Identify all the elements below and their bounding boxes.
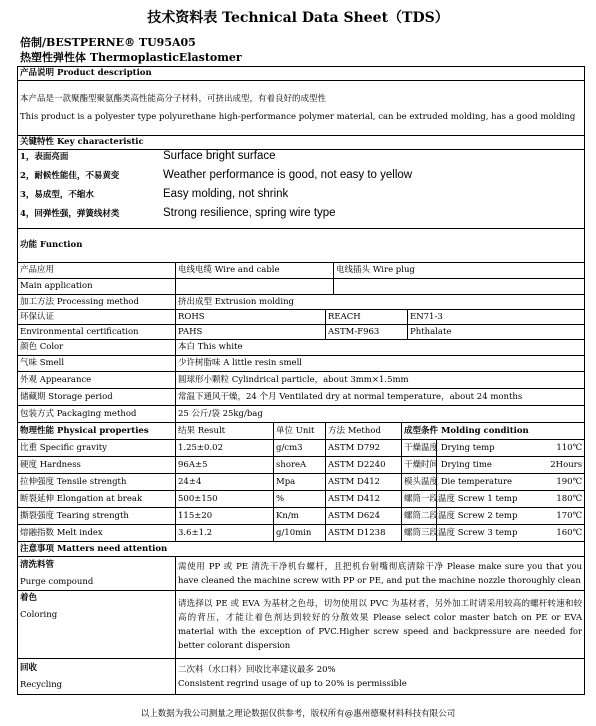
property-name: 比重 Specific gravity: [18, 440, 176, 457]
appearance-value: 圆球形小颗粒 Cylindrical particle，about 3mm×1.5mm: [176, 372, 585, 389]
brand-line: 倍制/BESTPERNE® TU95A05: [20, 36, 196, 49]
molding-value: 2Hours: [437, 457, 585, 474]
property-name: 断裂延伸 Elongation at break: [18, 491, 176, 508]
coloring-label-en: Coloring: [20, 610, 58, 620]
property-unit: g/cm3: [274, 440, 326, 457]
cert-astm: ASTM-F963: [326, 325, 408, 340]
molding-condition: 干燥时间 Drying time: [402, 457, 437, 474]
property-name: 熔融指数 Melt index: [18, 525, 176, 542]
property-unit: %: [274, 491, 326, 508]
cert-en71: EN71-3: [408, 310, 585, 325]
storage-label: 储藏期 Storage period: [18, 389, 176, 406]
color-value: 本白 This white: [176, 340, 585, 356]
recycling-label-cn: 回收: [20, 662, 38, 673]
packaging-label: 包装方式 Packaging method: [18, 406, 176, 423]
molding-value: 110℃: [437, 440, 585, 457]
subtitle-line: 热塑性弹性体 ThermoplasticElastomer: [20, 51, 242, 64]
property-name: 拉伸强度 Tensile strength: [18, 474, 176, 491]
molding-header: 成型条件 Molding condition: [402, 423, 585, 440]
property-unit: Kn/m: [274, 508, 326, 525]
purge-text: 需使用 PP 或 PE 清洗干净机台螺杆，且把机台射嘴彻底清除干净 Please make sure you that you have cleaned the machine screw with PP or PE, and put the machine nozzle thoroughly clean: [176, 557, 585, 591]
footer-note: 以上数据为我公司测量之理论数据仅供参考，版权所有@惠州德聚材料科技有限公司: [140, 709, 456, 719]
product-description-body: [18, 81, 585, 136]
property-result: 3.6±1.2: [176, 525, 274, 542]
characteristic-cn: 3，易成型，不缩水: [20, 190, 94, 200]
property-result: 1.25±0.02: [176, 440, 274, 457]
molding-value: 170℃: [437, 508, 585, 525]
cert-phthalate: Phthalate: [408, 325, 585, 340]
packaging-value: 25 公斤/袋 25kg/bag: [176, 406, 585, 423]
property-method: ASTM D412: [326, 474, 402, 491]
unit-header: 单位 Unit: [274, 423, 326, 440]
molding-condition: 螺筒三段温度 Screw 3 temp: [402, 525, 437, 542]
coloring-label-cn: 着色: [20, 593, 38, 603]
purge-label-en: Purge compound: [20, 576, 94, 587]
molding-value: 160℃: [437, 525, 585, 542]
application-1: 电线电缆 Wire and cable: [176, 263, 334, 279]
molding-condition: 螺筒二段温度 Screw 2 temp: [402, 508, 437, 525]
application-label-en: Main application: [18, 279, 176, 295]
characteristic-cn: 2，耐候性能佳，不易黄变: [20, 171, 120, 181]
molding-condition: 模头温度 Die temperature: [402, 474, 437, 491]
property-method: ASTM D624: [326, 508, 402, 525]
table-row: [18, 440, 585, 457]
property-unit: Mpa: [274, 474, 326, 491]
property-unit: g/10min: [274, 525, 326, 542]
storage-value: 常温下通风干燥，24 个月 Ventilated dry at normal temperature，about 24 months: [176, 389, 585, 406]
description-en: This product is a polyester type polyurethane high-performance polymer material, can be extruded molding, has a good molding: [20, 111, 576, 122]
cert-rohs: ROHS: [176, 310, 326, 325]
property-method: ASTM D412: [326, 491, 402, 508]
table-row: [18, 508, 585, 525]
molding-value: 180℃: [437, 491, 585, 508]
recycling-label-en: Recycling: [20, 679, 63, 690]
purge-label: [18, 557, 176, 591]
recycling-text-en: Consistent regrind usage of up to 20% is permissible: [178, 678, 407, 689]
property-name: 撕裂强度 Tearing strength: [18, 508, 176, 525]
key-characteristic-header: 关键特性 Key characteristic: [18, 136, 585, 150]
page-title: 技术资料表 Technical Data Sheet（TDS）: [147, 10, 449, 26]
smell-label: 气味 Smell: [18, 356, 176, 372]
molding-condition: 干燥温度 Drying temp: [402, 440, 437, 457]
characteristic-cn: 4，回弹性强，弹簧线材类: [20, 209, 120, 219]
property-result: 96A±5: [176, 457, 274, 474]
property-method: ASTM D1238: [326, 525, 402, 542]
method-header: 方法 Method: [326, 423, 402, 440]
property-result: 500±150: [176, 491, 274, 508]
function-header: 功能 Function: [18, 229, 585, 263]
cert-pahs: PAHS: [176, 325, 326, 340]
application-label-cn: 产品应用: [18, 263, 176, 279]
characteristic-en: Strong resilience, spring wire type: [163, 207, 336, 219]
description-cn: 本产品是一款聚酯型聚氨酯类高性能高分子材料，可挤出成型，有着良好的成型性: [20, 93, 327, 104]
recycling-label: [18, 659, 176, 695]
property-result: 115±20: [176, 508, 274, 525]
data-sheet-table: [17, 66, 585, 695]
application-2: 电线插头 Wire plug: [334, 263, 585, 279]
properties-header-row: [18, 423, 585, 440]
smell-value: 少许树脂味 A little resin smell: [176, 356, 585, 372]
color-label: 颜色 Color: [18, 340, 176, 356]
property-method: ASTM D2240: [326, 457, 402, 474]
coloring-label: [18, 591, 176, 659]
processing-label: 加工方法 Processing method: [18, 295, 176, 310]
table-row: [18, 491, 585, 508]
result-header: 结果 Result: [176, 423, 274, 440]
property-name: 硬度 Hardness: [18, 457, 176, 474]
properties-header: 物理性能 Physical properties: [18, 423, 176, 440]
property-result: 24±4: [176, 474, 274, 491]
property-unit: shoreA: [274, 457, 326, 474]
matters-header: 注意事项 Matters need attention: [18, 542, 585, 557]
env-label-cn: 环保认证: [18, 310, 176, 325]
cert-reach: REACH: [326, 310, 408, 325]
molding-value: 190℃: [437, 474, 585, 491]
recycling-text-cn: 二次料（水口料）回收比率建议最多 20%: [178, 664, 336, 675]
processing-value: 挤出成型 Extrusion molding: [176, 295, 585, 310]
characteristic-en: Easy molding, not shrink: [163, 188, 289, 200]
property-method: ASTM D792: [326, 440, 402, 457]
molding-condition: 螺筒一段温度 Screw 1 temp: [402, 491, 437, 508]
characteristic-en: Weather performance is good, not easy to yellow: [163, 169, 413, 181]
recycling-text: [176, 659, 585, 695]
product-description-header: 产品说明 Product description: [18, 67, 585, 81]
table-row: [18, 525, 585, 542]
appearance-label: 外观 Appearance: [18, 372, 176, 389]
table-row: [18, 474, 585, 491]
purge-label-cn: 清洗料管: [20, 559, 55, 570]
key-characteristic-list: [18, 150, 585, 229]
characteristic-en: Surface bright surface: [163, 150, 276, 162]
characteristic-cn: 1，表面亮面: [20, 152, 69, 162]
table-row: [18, 457, 585, 474]
coloring-text: 请选择以 PE 或 EVA 为基材之色母，切勿使用以 PVC 为基材者，另外加工时请采用较高的螺杆转速和较高的背压，才能让着色剂达到较好的分散效果 Please select color master batch on PE or EVA material with the exception of PVC.Higher screw speed and backpressure are needed for better colorant dispersion: [176, 591, 585, 659]
env-label-en: Environmental certification: [18, 325, 176, 340]
